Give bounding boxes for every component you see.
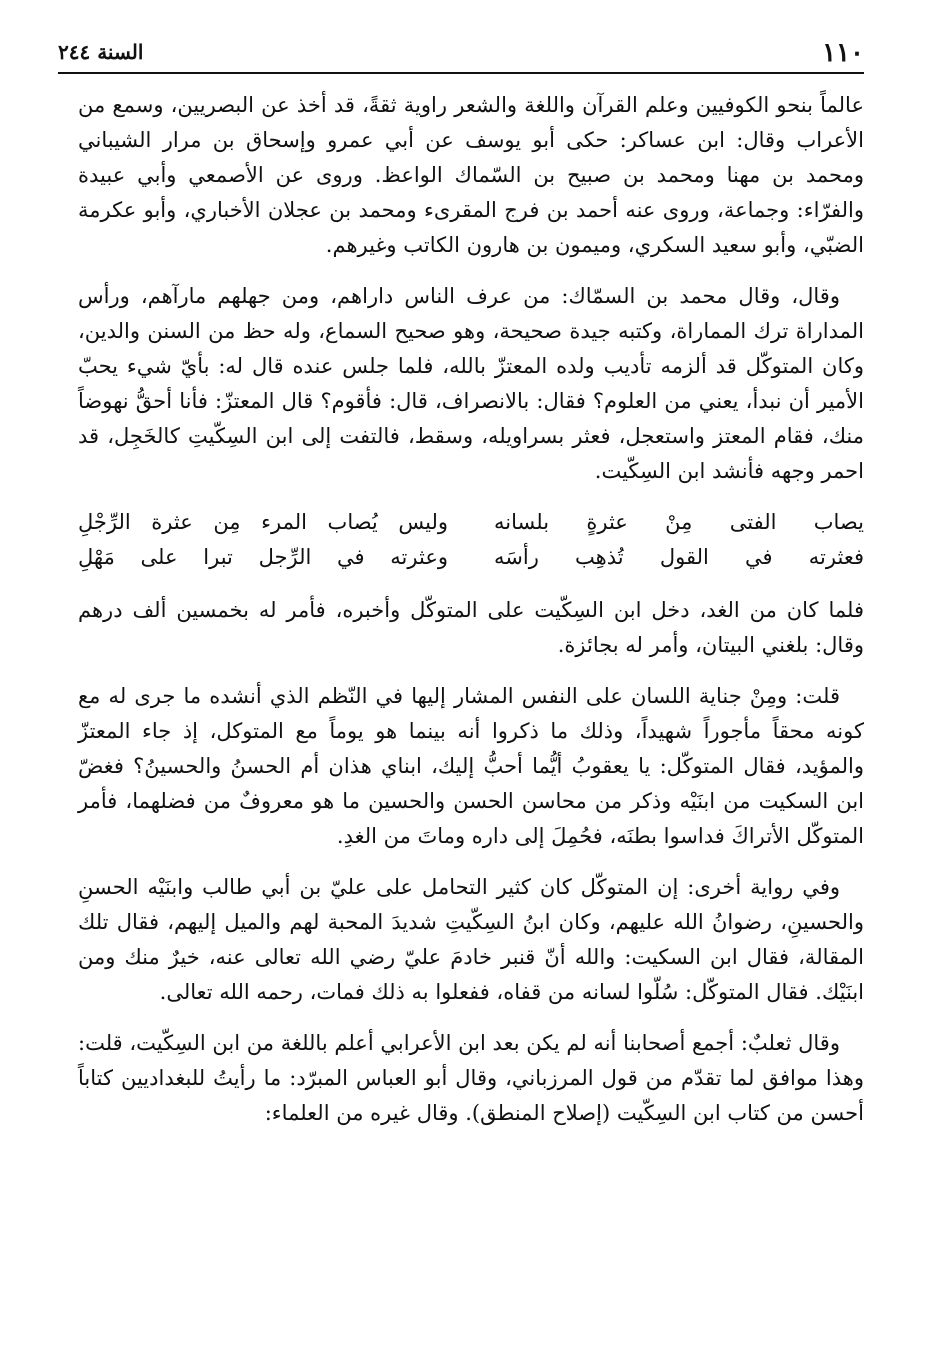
poem-verse xyxy=(78,540,864,575)
page-body xyxy=(78,88,864,1147)
poem-verse xyxy=(78,505,864,540)
paragraph: قلت: ومِنْ جناية اللسان على النفس المشار إليها في النّظم الذي أنشده ما جرى له مع كونه محقاً مأجوراً شهيداً، وذلك ما ذكروا أنه بينما هو يوماً مع المتوكل، إذ جاء المعتزّ والمؤيد، فقال المتوكّل: يا يعقوبُ أيُّما أحبُّ إليك، ابناي هذان أم الحسنُ والحسينُ؟ فغضّ ابن السكيت من ابنَيْه وذكر من محاسن الحسن والحسين ما هو معروفٌ من فضلهما، فأمر المتوكّل الأتراكَ فداسوا بطنَه، فحُمِلَ إلى داره وماتَ من الغدِ. xyxy=(78,684,864,848)
verse-second-hemistich: وعثرته في الرِّجل تبرا على مَهْلِ xyxy=(78,545,448,569)
paragraph: وقال، وقال محمد بن السمّاك: من عرف الناس داراهم، ومن جهلهم مارآهم، ورأس المداراة ترك المماراة، وكتبه جيدة صحيحة، وهو صحيح السماع، وله حظ من السنن والدين، وكان المتوكّل قد ألزمه تأديب ولده المعتزّ بالله، فلما جلس عنده قال له: بأيّ شيء يحبّ الأمير أن نبدأ، يعني من العلوم؟ فقال: بالانصراف، قال: فأقوم؟ قال المعتزّ: فأنا أحقُّ نهوضاً منك، فقام المعتز واستعجل، فعثر بسراويله، وسقط، فالتفت إلى ابن السِكّيتِ كالخَجِل، قد احمر وجهه فأنشد ابن السِكّيت. xyxy=(78,284,864,483)
verse-first-hemistich: يصاب الفتى مِنْ عثرةٍ بلسانه xyxy=(494,510,864,534)
paragraph: عالماً بنحو الكوفيين وعلم القرآن واللغة والشعر راوية ثقةً، قد أخذ عن البصريين، وسمع من الأعراب وقال: ابن عساكر: حكى أبو يوسف عن أبي عمرو وإسحاق بن مرار الشيباني ومحمد بن مهنا ومحمد بن صبيح بن السّماك الواعظ. وروى عن الأصمعي وأبي عبيدة والفرّاء: وجماعة، وروى عنه أحمد بن فرج المقرىء ومحمد بن عجلان الأخباري، وأبو عكرمة الضبّي، وأبو سعيد السكري، وميمون بن هارون الكاتب وغيرهم. xyxy=(78,93,865,257)
verse-first-hemistich: فعثرته في القول تُذهِب رأسَه xyxy=(494,545,864,569)
poem xyxy=(78,505,864,575)
running-head: السنة ٢٤٤ xyxy=(58,40,144,64)
paragraph: وفي رواية أخرى: إن المتوكّل كان كثير التحامل على عليّ بن أبي طالب وابنَيْه الحسنِ والحسينِ، رضوانُ الله عليهم، وكان ابنُ السِكّيتِ شديدَ المحبة لهم والميل إليهم، فقال تلك المقالة، فقال ابن السكيت: والله أنّ قنبر خادمَ عليّ رضي الله تعالى عنه، خيرٌ منك ومن ابنَيْك. فقال المتوكّل: سُلّوا لسانه من قفاه، ففعلوا به ذلك فمات، رحمه الله تعالى. xyxy=(78,875,864,1004)
page-header xyxy=(58,38,864,74)
verse-second-hemistich: وليس يُصاب المرء مِن عثرة الرِّجْلِ xyxy=(78,510,448,534)
paragraph: فلما كان من الغد، دخل ابن السِكّيت على المتوكّل وأخبره، فأمر له بخمسين ألف درهم وقال: بلغني البيتان، وأمر له بجائزة. xyxy=(78,598,864,657)
page-number: ١١٠ xyxy=(822,38,864,68)
paragraph: وقال ثعلبٌ: أجمع أصحابنا أنه لم يكن بعد ابن الأعرابي أعلم باللغة من ابن السِكّيت، قلت: وهذا موافق لما تقدّم من قول المرزباني، وقال أبو العباس المبرّد: ما رأيتُ للبغداديين كتاباً أحسن من كتاب ابن السِكّيت (إصلاح المنطق). وقال غيره من العلماء: xyxy=(78,1031,864,1125)
